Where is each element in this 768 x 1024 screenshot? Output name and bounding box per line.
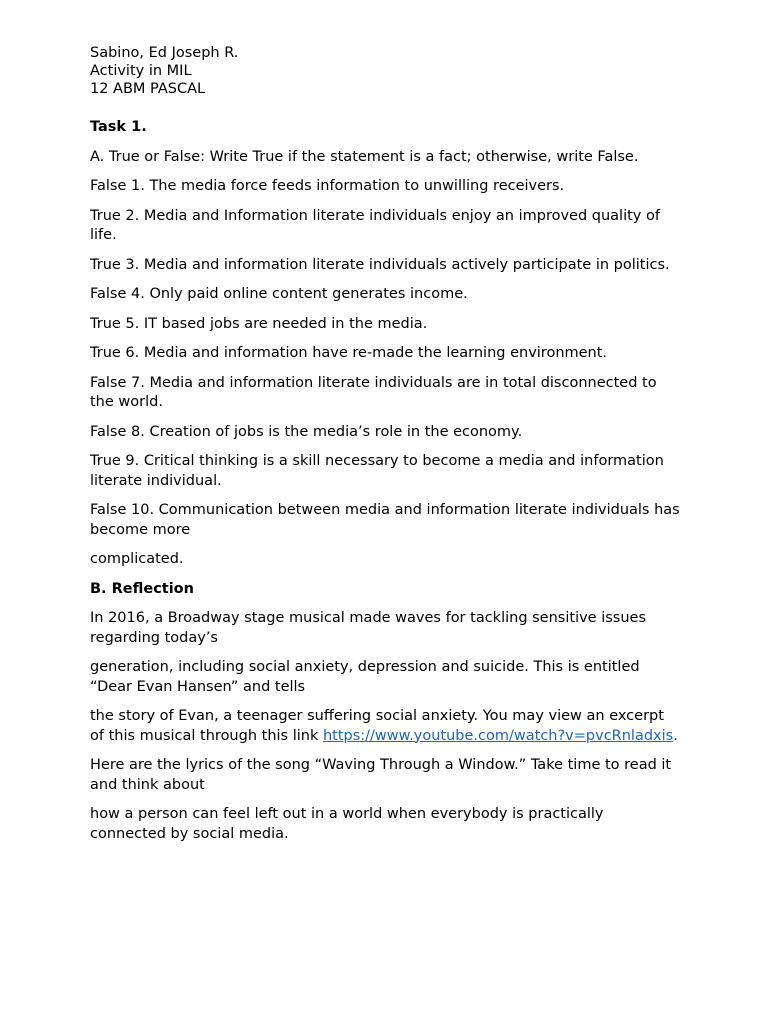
answer-item-continuation: complicated. (90, 551, 184, 567)
task-heading: Task 1. (90, 119, 147, 135)
reflection-paragraph: generation, including social anxiety, depression and suicide. This is entitled “Dear Evan Hansen” and tells (90, 659, 640, 695)
youtube-link[interactable]: https://www.youtube.com/watch?v=pvcRnladxis (322, 727, 674, 744)
answer-item: False 4. Only paid online content generates income. (90, 286, 468, 302)
answer-item: False 7. Media and information literate individuals are in total disconnected to the world. (90, 374, 657, 410)
reflection-paragraph-with-link (90, 707, 680, 746)
answer-item: True 2. Media and Information literate individuals enjoy an improved quality of life. (90, 207, 660, 243)
document-page (90, 44, 680, 854)
reflection-paragraph: In 2016, a Broadway stage musical made waves for tackling sensitive issues regarding today’s (90, 610, 647, 646)
class-section: 12 ABM PASCAL (90, 81, 206, 97)
answer-item: False 8. Creation of jobs is the media’s role in the economy. (90, 423, 523, 440)
answer-item: True 5. IT based jobs are needed in the media. (90, 315, 428, 332)
activity-title: Activity in MIL (90, 63, 192, 79)
task-instruction: A. True or False: Write True if the statement is a fact; otherwise, write False. (90, 148, 639, 165)
reflection-heading: B. Reflection (90, 580, 194, 597)
reflection-period: . (673, 727, 678, 744)
answer-item: False 1. The media force feeds information to unwilling receivers. (90, 178, 565, 194)
reflection-paragraph: Here are the lyrics of the song “Waving Through a Window.” Take time to read it and think about (90, 757, 672, 793)
answer-item: True 6. Media and information have re-made the learning environment. (90, 345, 608, 361)
reflection-text: the story of Evan, a teenager suffering social anxiety. You may view an excerpt of this musical through this link (90, 708, 664, 744)
student-name: Sabino, Ed Joseph R. (90, 45, 239, 61)
answer-item: True 3. Media and information literate individuals actively participate in politics. (90, 256, 670, 273)
reflection-paragraph: how a person can feel left out in a world when everybody is practically connected by social media. (90, 806, 604, 842)
answer-item: True 9. Critical thinking is a skill necessary to become a media and information literate individual. (90, 453, 664, 489)
answer-item: False 10. Communication between media and information literate individuals has become more (90, 502, 680, 538)
